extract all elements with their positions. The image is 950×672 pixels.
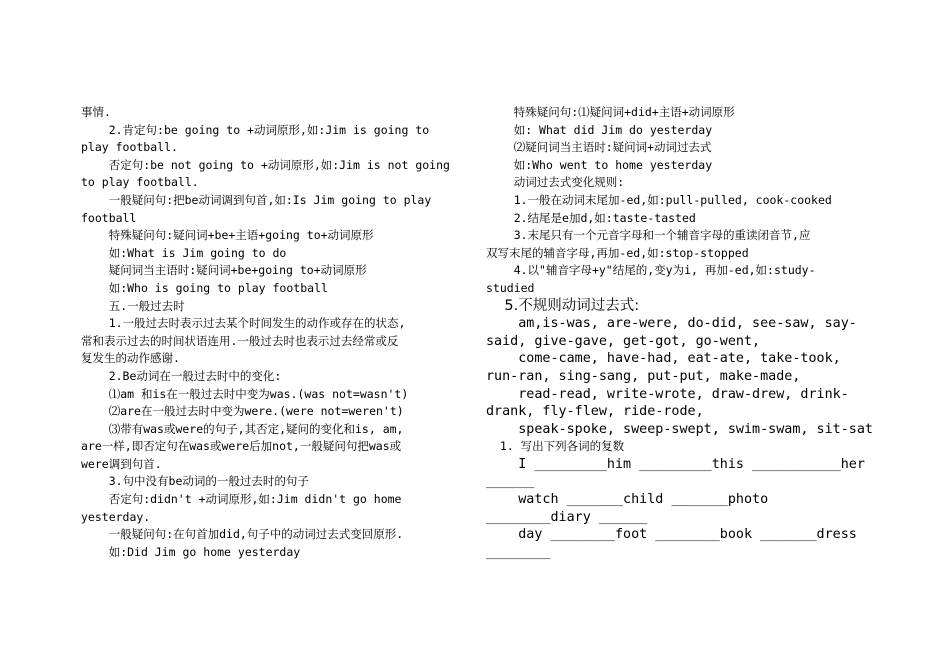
- text-line: ⑵are在一般过去时中变为were.(were not=weren't): [81, 404, 404, 419]
- irregular-verbs-heading: 5.不规则动词过去式:: [486, 297, 640, 314]
- text-line: 疑问词当主语时:疑问词+be+going to+动词原形: [81, 263, 367, 278]
- text-line: 双写末尾的辅音字母,再加-ed,如:stop-stopped: [486, 245, 749, 260]
- section-heading: 五.一般过去时: [81, 298, 185, 313]
- irregular-verbs-line: come-came, have-had, eat-ate, take-took,: [486, 351, 841, 367]
- text-line: were调到句首.: [81, 456, 162, 471]
- exercise-line: watch _______child _______photo: [486, 492, 769, 508]
- text-line: 一般疑问句:在句首加did,句子中的动词过去式变回原形.: [81, 527, 404, 542]
- text-line: ⑶带有was或were的句子,其否定,疑问的变化和is, am,: [81, 421, 404, 436]
- text-line: 如:What is Jim going to do: [81, 245, 287, 260]
- irregular-verbs-line: read-read, write-wrote, draw-drew, drink-: [486, 386, 849, 402]
- text-line: 常和表示过去的时间状语连用.一般过去时也表示过去经常或反: [81, 333, 399, 348]
- text-line: 事情.: [81, 105, 111, 119]
- text-line: 复发生的动作感谢.: [81, 351, 180, 366]
- text-line: 否定句:be not going to +动词原形,如:Jim is not going: [81, 157, 450, 172]
- text-line: 4.以"辅音字母+y"结尾的,变y为i, 再加-ed,如:study-: [486, 263, 816, 278]
- irregular-verbs-line: said, give-gave, get-got, go-went,: [486, 333, 761, 349]
- text-line: studied: [486, 280, 535, 295]
- text-line: ⑴am 和is在一般过去时中变为was.(was not=wasn't): [81, 386, 409, 401]
- irregular-verbs-line: am,is-was, are-were, do-did, see-saw, say-: [486, 316, 857, 332]
- irregular-verbs-line: speak-spoke, sweep-swept, swim-swam, sit-sat: [486, 421, 873, 437]
- text-line: 2.Be动词在一般过去时中的变化:: [81, 368, 282, 383]
- text-line: 如: What did Jim do yesterday: [486, 122, 713, 137]
- text-line: 如:Did Jim go home yesterday: [81, 544, 301, 559]
- exercise-title: 1. 写出下列各词的复数: [486, 439, 625, 454]
- exercise-line: ______: [486, 474, 535, 490]
- text-line: 一般疑问句:把be动词调到句首,如:Is Jim going to play: [81, 192, 432, 207]
- left-column: [81, 104, 473, 561]
- exercise-line: ________diary ______: [486, 509, 648, 525]
- text-line: 3.句中没有be动词的一般过去时的句子: [81, 474, 309, 489]
- text-line: 否定句:didn't +动词原形,如:Jim didn't go home: [81, 492, 402, 507]
- irregular-verbs-line: run-ran, sing-sang, put-put, make-made,: [486, 368, 801, 384]
- text-line: 3.末尾只有一个元音字母和一个辅音字母的重读闭音节,应: [486, 228, 811, 243]
- text-line: play football.: [81, 140, 178, 155]
- text-line: to play football.: [81, 175, 199, 190]
- text-line: 1.一般在动词末尾加-ed,如:pull-pulled, cook-cooked: [486, 192, 832, 207]
- irregular-verbs-line: drank, fly-flew, ride-rode,: [486, 404, 704, 420]
- text-line: yesterday.: [81, 509, 151, 524]
- text-line: 1.一般过去时表示过去某个时间发生的动作或存在的状态,: [81, 316, 406, 331]
- text-line: ⑵疑问词当主语时:疑问词+动词过去式: [486, 140, 712, 155]
- text-line: 动词过去式变化规则:: [486, 175, 625, 190]
- text-line: 2.肯定句:be going to +动词原形,如:Jim is going to: [81, 122, 430, 137]
- exercise-line: I _________him _________this ___________her: [486, 456, 865, 472]
- exercise-line: day ________foot ________book _______dress: [486, 527, 857, 543]
- text-line: 特殊疑问句:⑴疑问词+did+主语+动词原形: [486, 105, 735, 119]
- text-line: 特殊疑问句:疑问词+be+主语+going to+动词原形: [81, 228, 374, 243]
- text-line: 如:Who went to home yesterday: [486, 157, 713, 172]
- text-line: 如:Who is going to play football: [81, 280, 328, 295]
- text-line: are一样,即否定句在was或were后加not,一般疑问句把was或: [81, 439, 402, 454]
- text-line: football: [81, 210, 137, 225]
- text-line: 2.结尾是e加d,如:taste-tasted: [486, 210, 696, 225]
- right-column: [486, 104, 880, 561]
- exercise-line: ________: [486, 544, 551, 560]
